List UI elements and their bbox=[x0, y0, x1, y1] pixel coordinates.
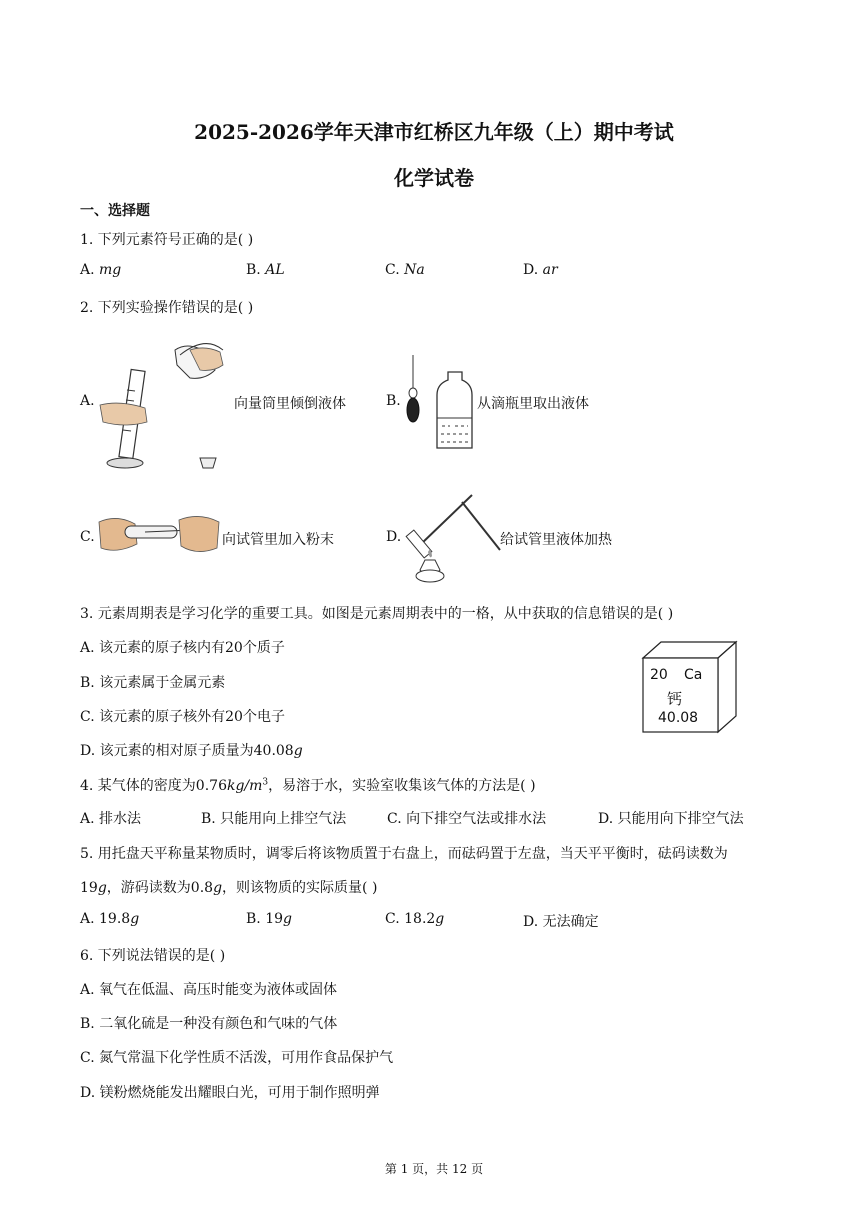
question-2-stem: 2. 下列实验操作错误的是( ) bbox=[80, 300, 254, 316]
question-5-stem-line1: 5. 用托盘天平称量某物质时，调零后将该物质置于右盘上，而砝码置于左盘，当天平平衡时，砝码读数为 bbox=[80, 846, 728, 862]
q2-option-c-caption: 向试管里加入粉末 bbox=[222, 532, 334, 548]
q3-option-b: B. 该元素属于金属元素 bbox=[80, 675, 226, 691]
page-title: 2025-2026学年天津市红桥区九年级（上）期中考试 bbox=[194, 120, 674, 144]
q3-option-d: D. 该元素的相对原子质量为40.08g bbox=[80, 743, 303, 759]
section-heading: 一、选择题 bbox=[80, 203, 150, 219]
graduated-cylinder-illustration bbox=[95, 330, 230, 475]
q1-option-a: A. mg bbox=[80, 262, 122, 278]
q5-option-b: B. 19g bbox=[246, 911, 292, 927]
q6-option-c: C. 氮气常温下化学性质不活泼，可用作食品保护气 bbox=[80, 1050, 394, 1066]
q6-option-a: A. 氧气在低温、高压时能变为液体或固体 bbox=[80, 982, 338, 998]
q2-option-d-caption: 给试管里液体加热 bbox=[500, 532, 612, 548]
test-tube-heating-illustration bbox=[400, 490, 505, 585]
q5-option-c: C. 18.2g bbox=[385, 911, 445, 927]
q4-option-d: D. 只能用向下排空气法 bbox=[598, 811, 744, 827]
q2-option-b-letter: B. bbox=[386, 393, 401, 409]
q6-option-b: B. 二氧化硫是一种没有颜色和气味的气体 bbox=[80, 1016, 338, 1032]
question-1-stem: 1. 下列元素符号正确的是( ) bbox=[80, 232, 254, 248]
element-atomic-mass: 40.08 bbox=[658, 710, 699, 726]
q4-option-a: A. 排水法 bbox=[80, 811, 142, 827]
test-tube-powder-illustration bbox=[97, 512, 222, 562]
q1-option-d: D. ar bbox=[523, 262, 558, 278]
element-atomic-number: 20 bbox=[650, 667, 668, 683]
question-5-stem-line2: 19g，游码读数为0.8g，则该物质的实际质量( ) bbox=[80, 880, 378, 896]
q2-option-b-caption: 从滴瓶里取出液体 bbox=[477, 396, 589, 412]
q2-option-a-letter: A. bbox=[80, 393, 95, 409]
q2-option-d-letter: D. bbox=[386, 529, 402, 545]
q5-option-d: D. 无法确定 bbox=[523, 914, 599, 930]
q1-option-c: C. Na bbox=[385, 262, 425, 278]
question-6-stem: 6. 下列说法错误的是( ) bbox=[80, 948, 226, 964]
q6-option-d: D. 镁粉燃烧能发出耀眼白光，可用于制作照明弹 bbox=[80, 1085, 380, 1101]
q3-option-a: A. 该元素的原子核内有20个质子 bbox=[80, 640, 285, 656]
q4-option-b: B. 只能用向上排空气法 bbox=[201, 811, 347, 827]
dropper-bottle-illustration bbox=[400, 350, 480, 455]
q1-option-b: B. AL bbox=[246, 262, 285, 278]
q4-option-c: C. 向下排空气法或排水法 bbox=[387, 811, 547, 827]
element-symbol: Ca bbox=[684, 667, 703, 683]
page-subtitle: 化学试卷 bbox=[394, 166, 474, 190]
page-footer: 第 1 页，共 12 页 bbox=[384, 1162, 484, 1176]
q2-option-a-caption: 向量筒里倾倒液体 bbox=[234, 396, 346, 412]
question-3-stem: 3. 元素周期表是学习化学的重要工具。如图是元素周期表中的一格，从中获取的信息错误的是( ) bbox=[80, 606, 674, 622]
element-name: 钙 bbox=[667, 690, 683, 708]
q2-option-c-letter: C. bbox=[80, 529, 95, 545]
q3-option-c: C. 该元素的原子核外有20个电子 bbox=[80, 709, 285, 725]
q5-option-a: A. 19.8g bbox=[80, 911, 140, 927]
question-4-stem: 4. 某气体的密度为$0.76kg/m^3$，易溶于水，实验室收集该气体的方法是( ) bbox=[80, 777, 536, 794]
